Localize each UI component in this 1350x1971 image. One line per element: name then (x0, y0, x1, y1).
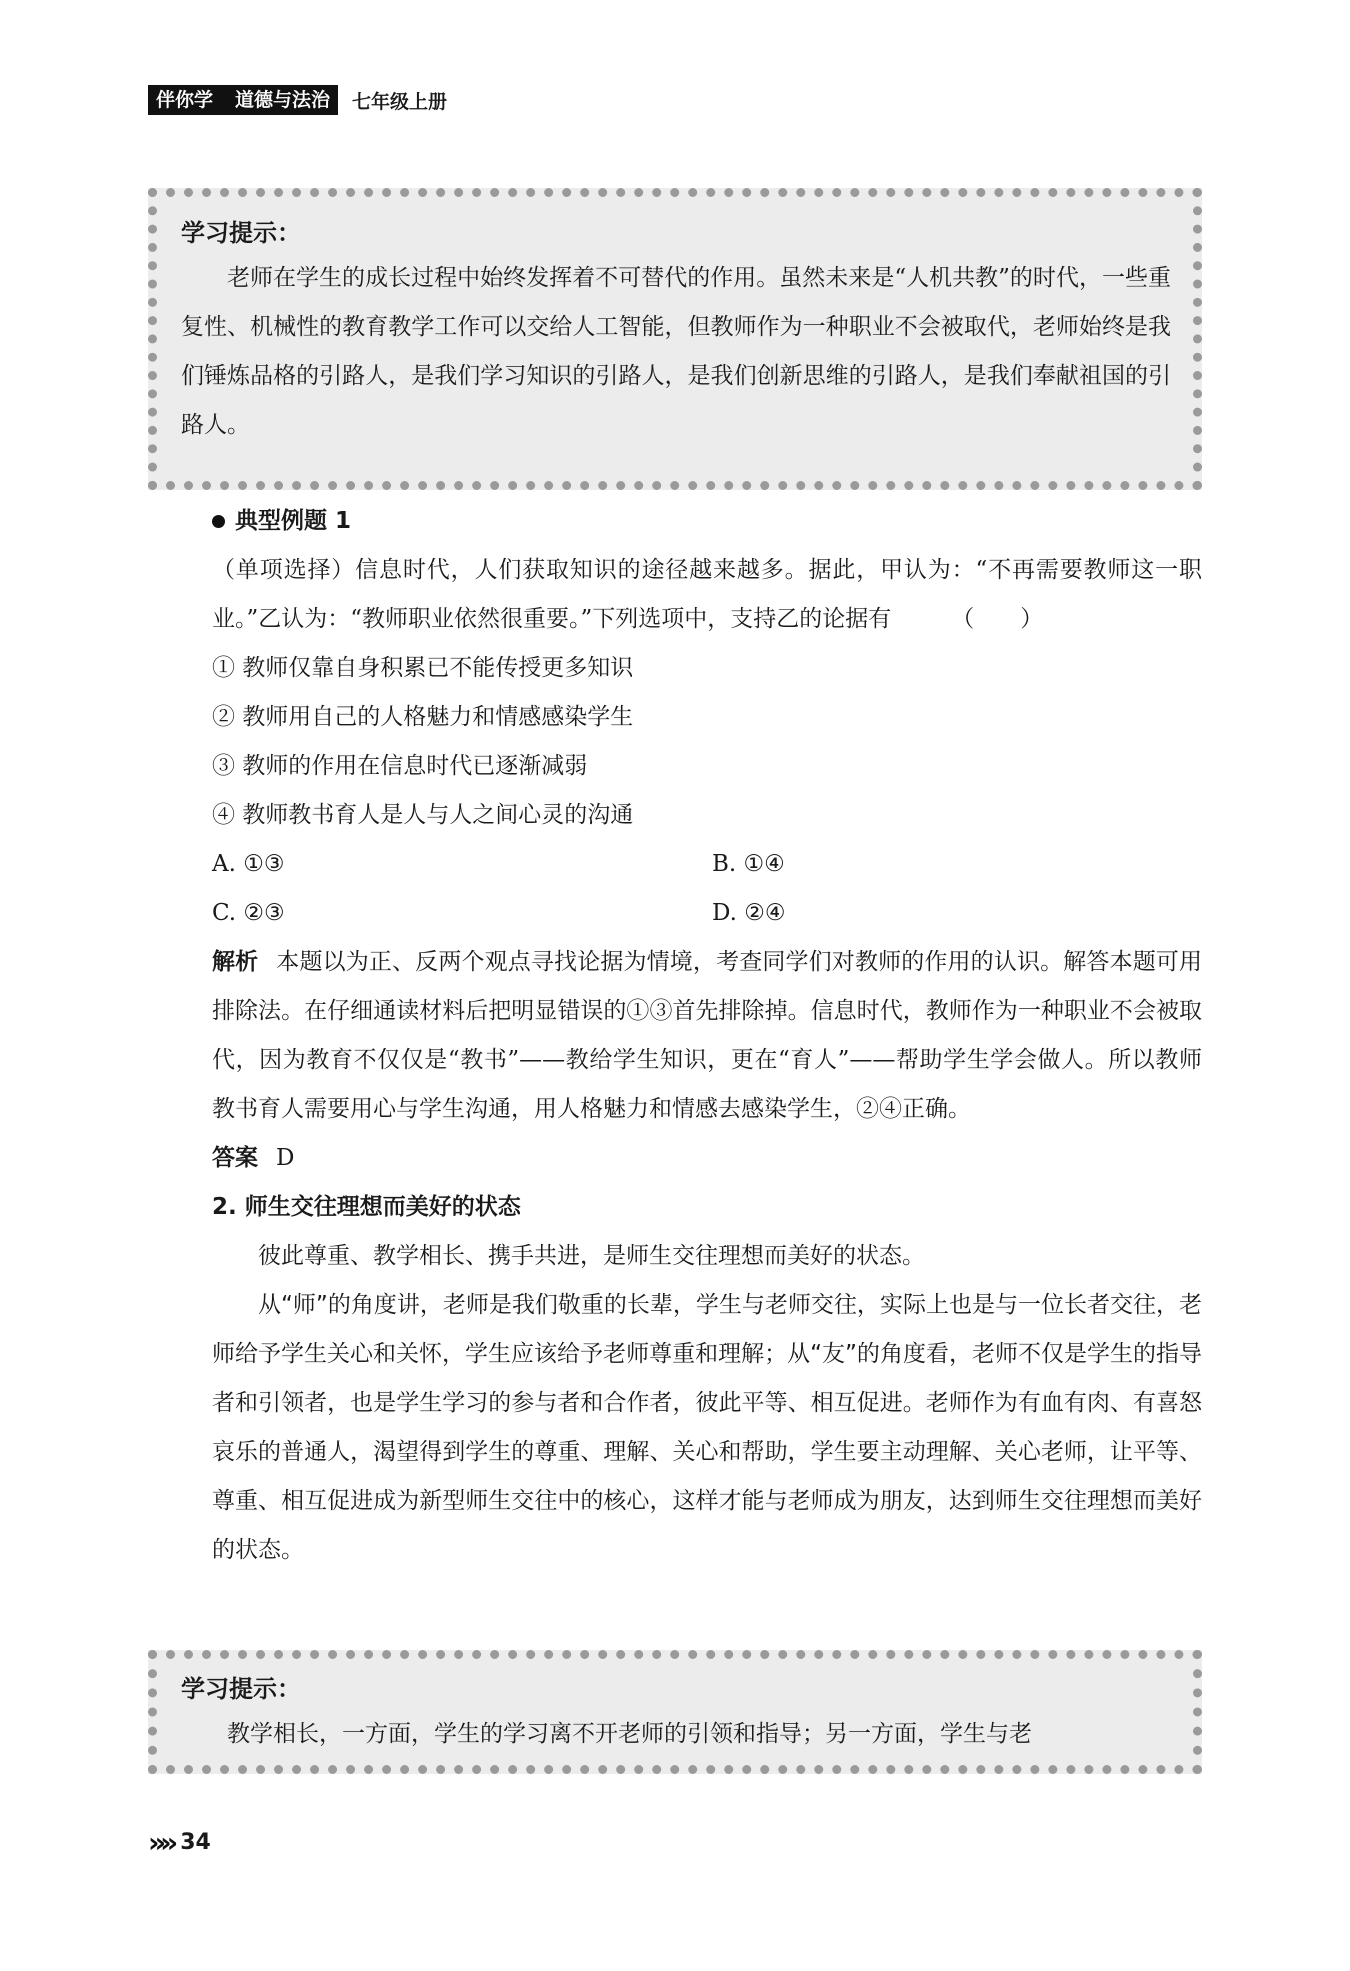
tip-title: 学习提示： (181, 1675, 301, 1703)
study-tip-box-2 (148, 1650, 1202, 1774)
study-tip-box-1 (148, 188, 1202, 490)
question-text: （单项选择）信息时代，人们获取知识的途径越来越多。据此，甲认为：“不再需要教师这一职业。”乙认为：“教师职业依然很重要。”下列选项中，支持乙的论据有 (212, 557, 1202, 632)
bullet-icon (212, 515, 225, 528)
page-header (148, 85, 447, 115)
answer-value: D (276, 1145, 295, 1171)
option-3: ③ 教师的作用在信息时代已逐渐减弱 (212, 753, 588, 779)
option-4: ④ 教师教书育人是人与人之间心灵的沟通 (212, 802, 634, 828)
page-footer (148, 1826, 211, 1859)
header-grade: 七年级上册 (352, 90, 448, 113)
analysis-label: 解析 (212, 949, 259, 975)
option-1: ① 教师仅靠自身积累已不能传授更多知识 (212, 655, 634, 681)
choice-a: A. ①③ (212, 851, 285, 877)
page-number: 34 (180, 1830, 211, 1855)
choice-d: D. ②④ (712, 900, 786, 926)
tip-body: 教学相长，一方面，学生的学习离不开老师的引领和指导；另一方面，学生与老 (227, 1721, 1032, 1747)
example-title-text: 典型例题 1 (235, 508, 352, 534)
section-title: 2. 师生交往理想而美好的状态 (212, 1194, 521, 1220)
choice-c: C. ②③ (212, 900, 285, 926)
example-question (212, 546, 1202, 644)
section-paragraph-1: 彼此尊重、教学相长、携手共进，是师生交往理想而美好的状态。 (258, 1243, 925, 1269)
header-subject: 道德与法治 (235, 89, 331, 111)
header-series-block (148, 85, 338, 115)
answer-choices (212, 840, 1202, 938)
section-paragraph-2: 从“师”的角度讲，老师是我们敬重的长辈，学生与老师交往，实际上也是与一位长者交往，老师给予学生关心和关怀，学生应该给予老师尊重和理解；从“友”的角度看，老师不仅是学生的指导者和引领者，也是学生学习的参与者和合作者，彼此平等、相互促进。老师作为有血有肉、有喜怒哀乐的普通人，渴望得到学生的尊重、理解、关心和帮助，学生要主动理解、关心老师，让平等、尊重、相互促进成为新型师生交往中的核心，这样才能与老师成为朋友，达到师生交往理想而美好的状态。 (212, 1292, 1202, 1563)
analysis-text: 本题以为正、反两个观点寻找论据为情境，考查同学们对教师的作用的认识。解答本题可用排除法。在仔细通读材料后把明显错误的①③首先排除掉。信息时代，教师作为一种职业不会被取代，因为教育不仅仅是“教书”——教给学生知识，更在“育人”——帮助学生学会做人。所以教师教书育人需要用心与学生沟通，用人格魅力和情感去感染学生，②④正确。 (212, 949, 1203, 1122)
chevrons-icon: »» (148, 1826, 173, 1859)
analysis-paragraph (212, 938, 1202, 1134)
answer-blank: （ ） (951, 606, 1044, 632)
tip-title: 学习提示： (181, 219, 301, 247)
tip-body: 老师在学生的成长过程中始终发挥着不可替代的作用。虽然未来是“人机共教”的时代，一些重复性、机械性的教育教学工作可以交给人工智能，但教师作为一种职业不会被取代，老师始终是我们锤炼品格的引路人，是我们学习知识的引路人，是我们创新思维的引路人，是我们奉献祖国的引路人。 (181, 265, 1171, 438)
choice-b: B. ①④ (712, 851, 785, 877)
main-content (212, 497, 1202, 1575)
answer-label: 答案 (212, 1145, 258, 1171)
answer-line (212, 1134, 1202, 1183)
option-2: ② 教师用自己的人格魅力和情感感染学生 (212, 704, 634, 730)
header-series: 伴你学 (156, 89, 214, 111)
example-title (212, 497, 1202, 546)
